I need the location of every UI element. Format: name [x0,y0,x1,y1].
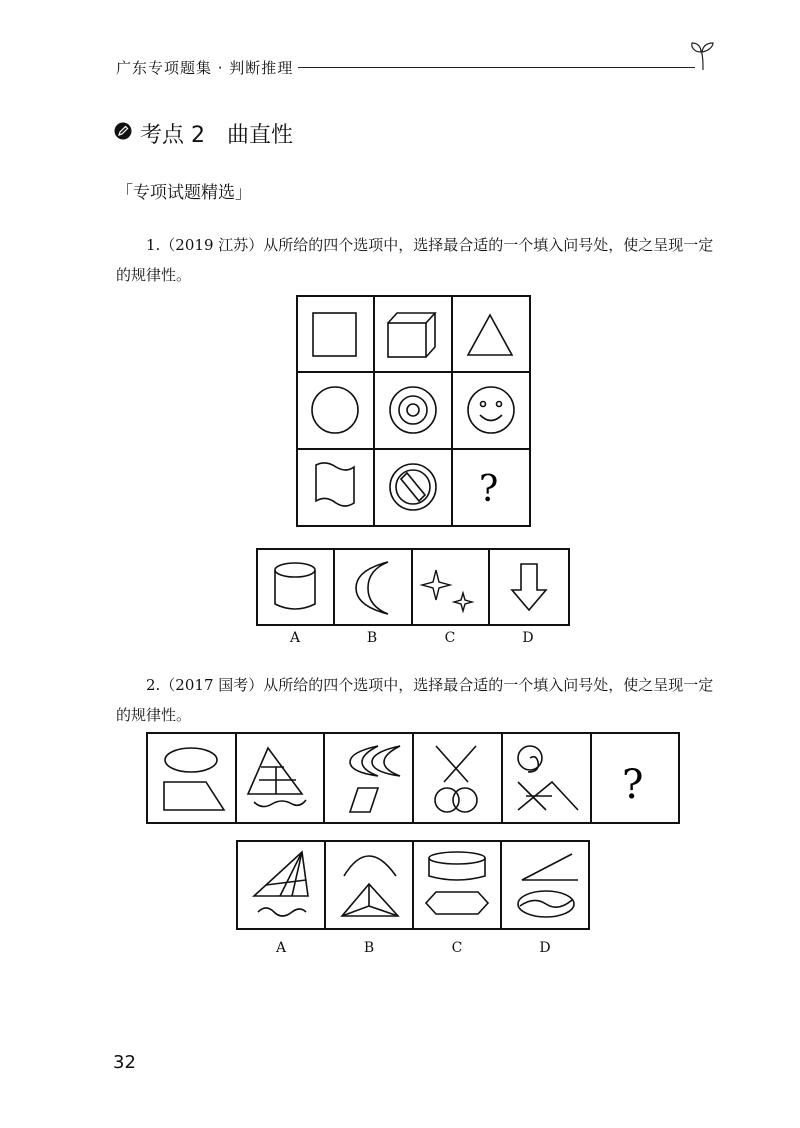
q2-option-a-label: A [275,940,287,956]
q1-option-d-label: D [522,630,534,646]
subsection-title: 「专项试题精选」 [116,183,252,203]
question-2-text: 2.（2017 国考）从所给的四个选项中，选择最合适的一个填入问号处，使之呈现一定的规律性。 [116,676,714,724]
down-arrow-shape [512,564,546,610]
prohibition-sign-shape [390,464,436,510]
section-title: 考点 2 曲直性 [140,123,293,148]
ellipse-parallelogram-figure [164,748,224,810]
q2-option-c-label: C [451,940,463,956]
double-ring-shape [390,387,436,433]
smiley-face-shape [468,387,514,433]
crescents-parallelogram-figure [350,746,400,812]
cylinder-shape [275,563,315,609]
q2-option-d-label: D [539,940,551,956]
question-mark: ? [479,469,499,510]
cross-rings-figure [435,746,477,812]
q1-option-c-label: C [444,630,456,646]
header-rule [298,67,695,68]
stars-shape [422,570,472,611]
arc-triangle-option [342,856,398,916]
triangle-shape [468,315,512,355]
question-2-sequence [146,732,680,824]
square-shape [313,313,356,356]
question-2-options [236,840,590,930]
sprout-icon [688,40,718,72]
q2-option-b-label: B [363,940,375,956]
running-header: 广东专项题集 · 判断推理 [116,59,294,77]
q1-option-a-label: A [289,630,301,646]
page-number: 32 [113,1052,136,1073]
triangles-wave-option [254,852,308,916]
circle-shape [312,387,358,433]
question-1-grid [296,295,531,527]
crescent-shape [356,562,388,614]
question-1-options [256,548,570,626]
spiral-triangles-figure [518,746,578,810]
cube-shape [388,313,435,357]
question-mark-2: ? [622,762,644,808]
flag-shape [316,463,354,506]
q1-option-b-label: B [366,630,378,646]
pencil-badge-icon [114,122,132,140]
angle-ellipse-option [518,854,578,917]
cylinder-hexagon-option [426,852,488,914]
question-1-text: 1.（2019 江苏）从所给的四个选项中，选择最合适的一个填入问号处，使之呈现一定的规律性。 [116,236,714,284]
triangle-wave-figure [248,748,306,807]
